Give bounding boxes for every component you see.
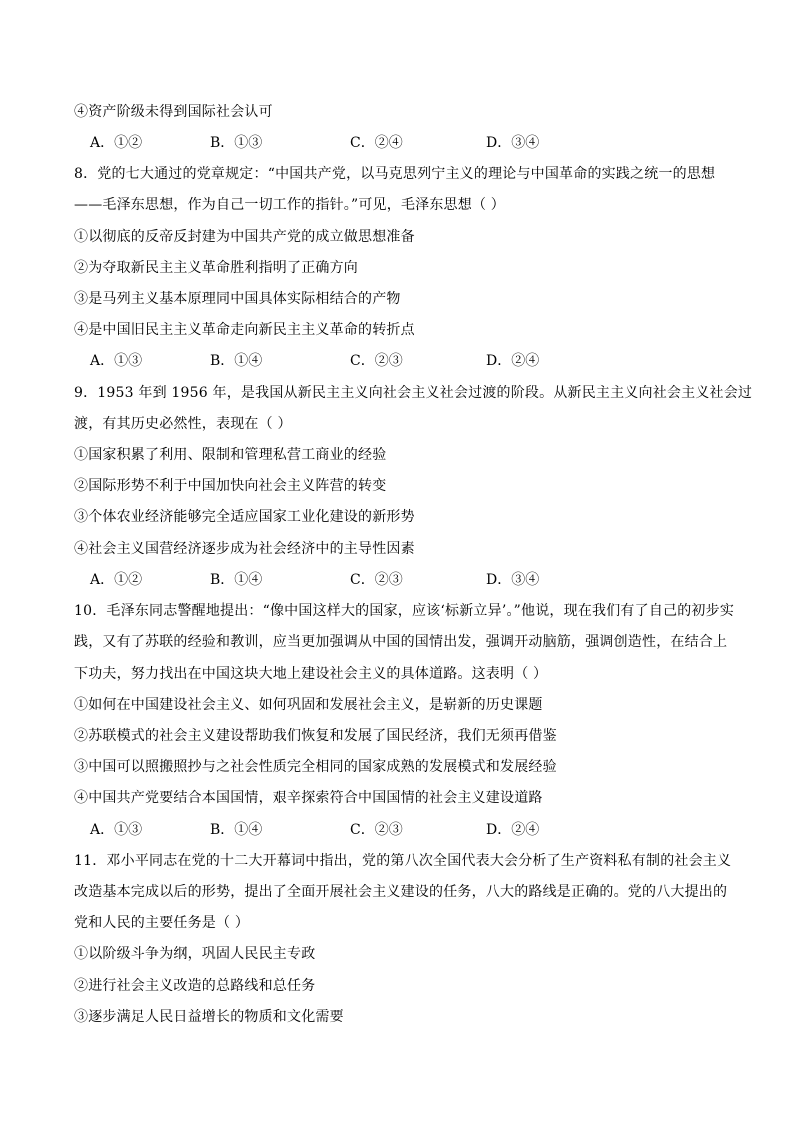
- q8-choice-4: ④是中国旧民主主义革命走向新民主主义革命的转折点: [74, 322, 415, 338]
- q8-choice-1: ①以彻底的反帝反封建为中国共产党的成立做思想准备: [74, 229, 415, 245]
- q9-choice-3: ③个体农业经济能够完全适应国家工业化建设的新形势: [74, 509, 415, 525]
- q9-choice-4: ④社会主义国营经济逐步成为社会经济中的主导性因素: [74, 541, 415, 557]
- q11-stem-line-2: 改造基本完成以后的形势，提出了全面开展社会主义建设的任务，八大的路线是正确的。党的八大提出的: [74, 884, 728, 900]
- q10-stem-line-3: 下功夫，努力找出在中国这块大地上建设社会主义的具体道路。这表明（ ）: [74, 666, 548, 682]
- q7-option-d: D．③④: [486, 135, 540, 151]
- q8-option-c: C．②③: [350, 353, 403, 369]
- q10-choice-4: ④中国共产党要结合本国国情，艰辛探索符合中国国情的社会主义建设道路: [74, 790, 543, 806]
- q7-option-b: B．①③: [210, 135, 263, 151]
- q8-stem-line-2: ——毛泽东思想，作为自己一切工作的指针。”可见，毛泽东思想（ ）: [74, 197, 506, 213]
- q11-choice-1: ①以阶级斗争为纲，巩固人民民主专政: [74, 946, 316, 962]
- q8-option-d: D．②④: [486, 353, 540, 369]
- q11-stem-line-1: 11．邓小平同志在党的十二大开幕词中指出，党的第八次全国代表大会分析了生产资料私有制的社会主义: [74, 853, 732, 869]
- q9-option-c: C．②③: [350, 572, 403, 588]
- q9-choice-2: ②国际形势不利于中国加快向社会主义阵营的转变: [74, 478, 387, 494]
- q10-stem-line-1: 10．毛泽东同志警醒地提出：“像中国这样大的国家，应该‘标新立异’。”他说，现在我们有了自己的初步实: [74, 603, 735, 619]
- q10-option-a: A．①③: [90, 822, 143, 838]
- q9-choice-1: ①国家积累了利用、限制和管理私营工商业的经验: [74, 447, 387, 463]
- q11-choice-2: ②进行社会主义改造的总路线和总任务: [74, 978, 316, 994]
- q9-option-a: A．①②: [90, 572, 143, 588]
- q10-option-d: D．②④: [486, 822, 540, 838]
- q10-choice-3: ③中国可以照搬照抄与之社会性质完全相同的国家成熟的发展模式和发展经验: [74, 759, 557, 775]
- q10-stem-line-2: 践，又有了苏联的经验和教训，应当更加强调从中国的国情出发，强调开动脑筋，强调创造性，在结合上: [74, 634, 728, 650]
- q11-stem-line-3: 党和人民的主要任务是（ ）: [74, 915, 250, 931]
- q8-option-a: A．①③: [90, 353, 143, 369]
- q9-stem-line-1: 9．1953 年到 1956 年，是我国从新民主主义向社会主义社会过渡的阶段。从新民主主义向社会主义社会过: [74, 385, 753, 401]
- q8-option-b: B．①④: [210, 353, 263, 369]
- q8-choice-2: ②为夺取新民主主义革命胜利指明了正确方向: [74, 260, 358, 276]
- q10-choice-2: ②苏联模式的社会主义建设帮助我们恢复和发展了国民经济，我们无须再借鉴: [74, 728, 557, 744]
- q8-choice-3: ③是马列主义基本原理同中国具体实际相结合的产物: [74, 291, 401, 307]
- q7-option-a: A．①②: [90, 135, 143, 151]
- q10-option-b: B．①④: [210, 822, 263, 838]
- q10-choice-1: ①如何在中国建设社会主义、如何巩固和发展社会主义，是崭新的历史课题: [74, 697, 543, 713]
- q9-option-b: B．①④: [210, 572, 263, 588]
- q9-stem-line-2: 渡，有其历史必然性，表现在（ ）: [74, 416, 292, 432]
- q7-choice-4: ④资产阶级未得到国际社会认可: [74, 104, 273, 120]
- q11-choice-3: ③逐步满足人民日益增长的物质和文化需要: [74, 1009, 344, 1025]
- q10-option-c: C．②③: [350, 822, 403, 838]
- q8-stem-line-1: 8．党的七大通过的党章规定：“中国共产党，以马克思列宁主义的理论与中国革命的实践之统一的思想: [74, 166, 716, 182]
- q9-option-d: D．③④: [486, 572, 540, 588]
- q7-option-c: C．②④: [350, 135, 403, 151]
